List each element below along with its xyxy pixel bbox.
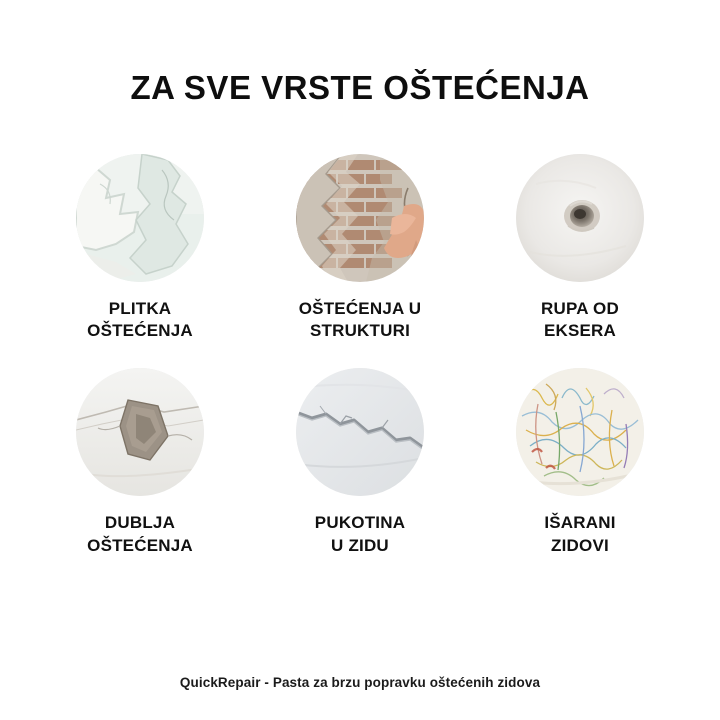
caption-line-1: DUBLJA — [104, 513, 176, 533]
damage-types-grid — [30, 154, 690, 556]
damage-type-item — [473, 368, 688, 556]
caption-line-1: PUKOTINA — [314, 513, 406, 533]
scribbled-walls-photo — [516, 368, 644, 496]
damage-type-item — [253, 368, 468, 556]
caption-line-1: IŠARANI — [544, 513, 616, 533]
damage-type-caption — [299, 298, 421, 342]
footer-tagline: QuickRepair - Pasta za brzu popravku oštećenih zidova — [179, 675, 541, 690]
caption-line-1: PLITKA — [108, 299, 172, 319]
deep-damage-photo — [76, 368, 204, 496]
damage-type-caption — [544, 512, 615, 556]
caption-line-2: OŠTEĆENJA — [87, 535, 193, 555]
damage-type-item — [33, 154, 248, 342]
structural-damage-photo — [296, 154, 424, 282]
damage-type-caption — [315, 512, 405, 556]
damage-type-item — [473, 154, 688, 342]
caption-line-2: STRUKTURI — [309, 321, 410, 341]
damage-type-caption — [87, 512, 193, 556]
nail-hole-photo — [516, 154, 644, 282]
caption-line-1: RUPA OD — [541, 299, 619, 319]
shallow-damage-photo — [76, 154, 204, 282]
damage-type-caption — [541, 298, 619, 342]
caption-line-2: EKSERA — [543, 321, 617, 341]
caption-line-2: OŠTEĆENJA — [87, 321, 193, 341]
caption-line-2: U ZIDU — [331, 535, 389, 555]
damage-type-item — [253, 154, 468, 342]
caption-line-2: ZIDOVI — [551, 535, 609, 555]
damage-type-caption — [87, 298, 193, 342]
page-title: ZA SVE VRSTE OŠTEĆENJA — [130, 69, 590, 106]
caption-line-1: OŠTEĆENJA U — [298, 299, 422, 319]
damage-type-item — [33, 368, 248, 556]
wall-crack-photo — [296, 368, 424, 496]
